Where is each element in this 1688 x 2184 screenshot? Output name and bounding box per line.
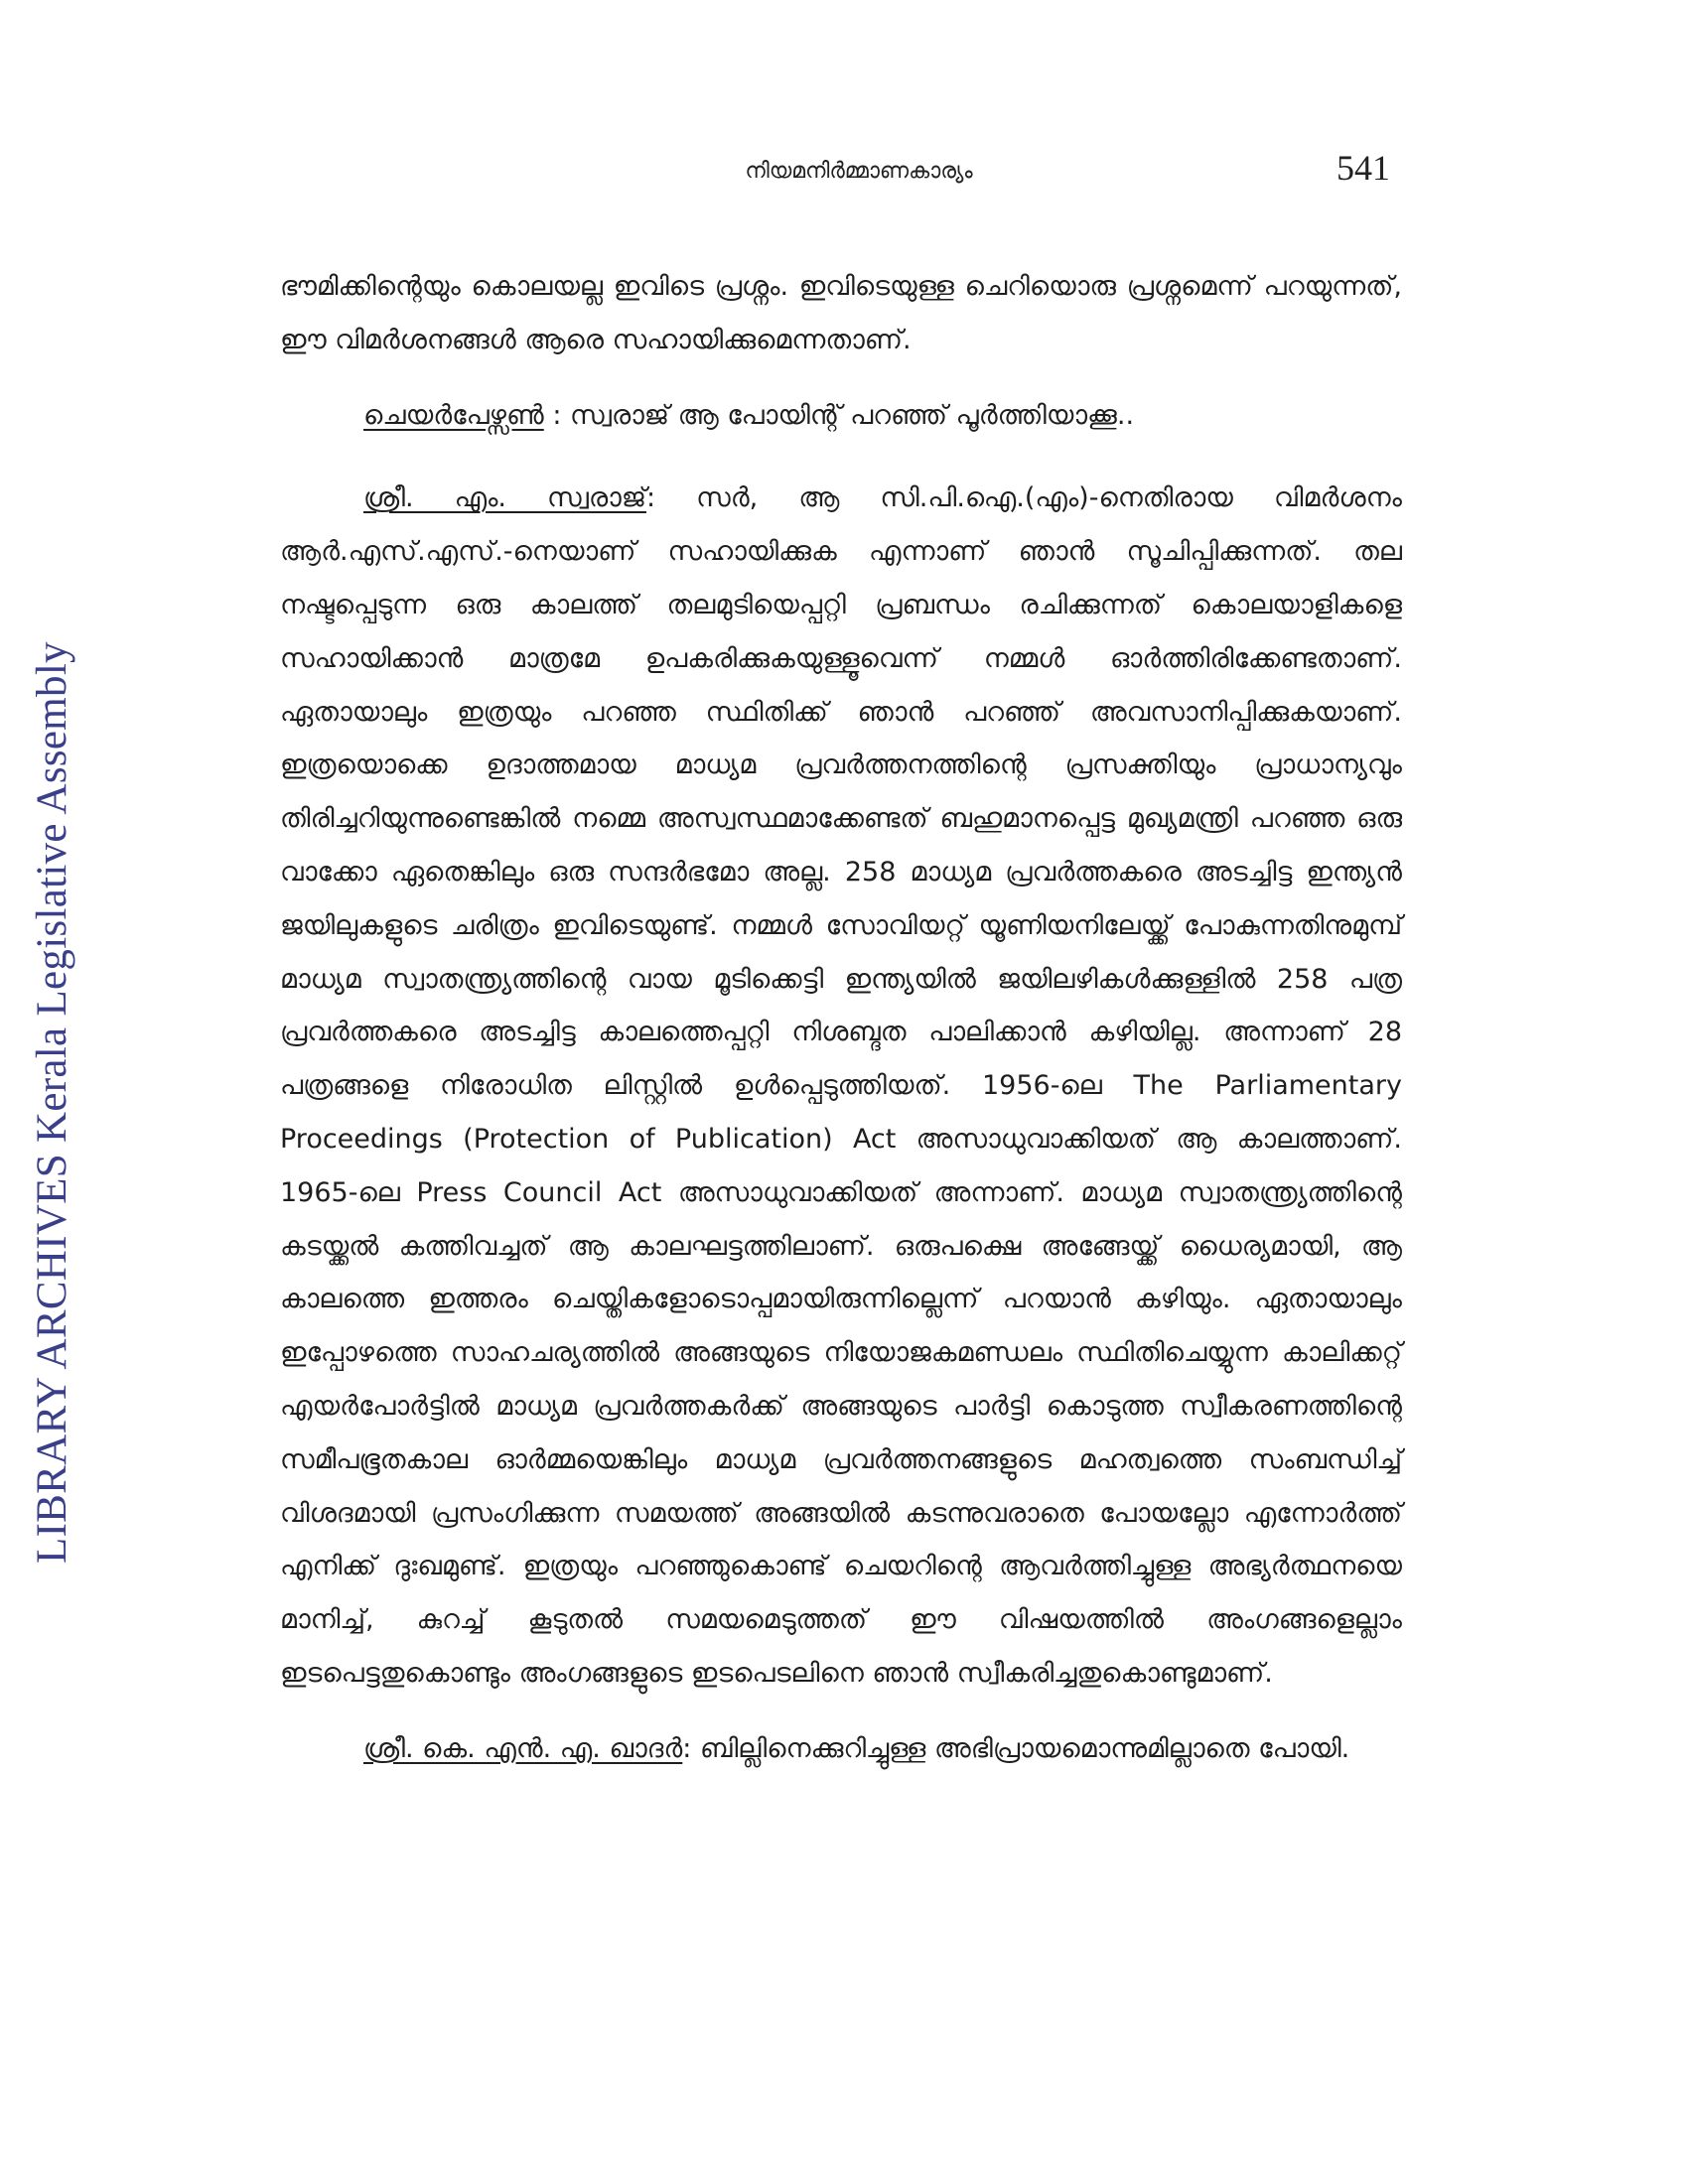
speaker-name: ശ്രീ. എം. സ്വരാജ് [363,482,646,514]
running-header-title: നിയമനിർമ്മാണകാര്യം [745,159,973,184]
paragraph-swaraj [280,472,1402,1700]
speaker-name: ചെയർപേഴ്സൺ [363,399,544,431]
paragraph-text: : സ്വരാജ് ആ പോയിന്റ് പറഞ്ഞ് പൂർത്തിയാക്കൂ.. [543,399,1135,431]
page-number: 541 [1336,148,1390,188]
archive-watermark: LIBRARY ARCHIVES Kerala Legislative Assembly [29,641,75,1564]
paragraph-khader [280,1722,1402,1776]
paragraph-continuation [280,260,1402,367]
paragraph-text: : ബില്ലിനെക്കുറിച്ചുള്ള അഭിപ്രായമൊന്നുമില്ലാതെ പോയി. [682,1732,1350,1764]
paragraph-chairperson [280,389,1402,443]
paragraph-text: ഭൗമിക്കിന്റെയും കൊലയല്ല ഇവിടെ പ്രശ്നം. ഇവിടെയുള്ള ചെറിയൊരു പ്രശ്നമെന്ന് പറയുന്നത്, ഈ വിമർശനങ്ങൾ ആരെ സഹായിക്കുമെന്നതാണ്. [280,271,1402,355]
paragraph-text: : സർ, ആ സി.പി.ഐ.(എം)-നെതിരായ വിമർശനം ആർ.എസ്.എസ്.-നെയാണ് സഹായിക്കുക എന്നാണ് ഞാൻ സൂചിപ്പിക്കുന്നത്. തല നഷ്ടപ്പെടുന്ന ഒരു കാലത്ത് തലമുടിയെപ്പറ്റി പ്രബന്ധം രചിക്കുന്നത് കൊലയാളികളെ സഹായിക്കാൻ മാത്രമേ ഉപകരിക്കുകയുള്ളൂവെന്ന് നമ്മൾ ഓർത്തിരിക്കേണ്ടതാണ്. ഏതായാലും ഇത്രയും പറഞ്ഞ സ്ഥിതിക്ക് ഞാൻ പറഞ്ഞ് അവസാനിപ്പിക്കുകയാണ്. ഇത്രയൊക്കെ ഉദാത്തമായ മാധ്യമ പ്രവർത്തനത്തിന്റെ പ്രസക്തിയും പ്രാധാന്യവും തിരിച്ചറിയുന്നുണ്ടെങ്കിൽ നമ്മെ അസ്വസ്ഥമാക്കേണ്ടത് ബഹുമാനപ്പെട്ട മുഖ്യമന്ത്രി പറഞ്ഞ ഒരു വാക്കോ ഏതെങ്കിലും ഒരു സന്ദർഭമോ അല്ല. 258 മാധ്യമ പ്രവർത്തകരെ അടച്ചിട്ട ഇന്ത്യൻ ജയിലുകളുടെ ചരിത്രം ഇവിടെയുണ്ട്. നമ്മൾ സോവിയറ്റ് യൂണിയനിലേയ്ക്ക് പോകുന്നതിനുമുമ്പ് മാധ്യമ സ്വാതന്ത്ര്യത്തിന്റെ വായ മൂടിക്കെട്ടി ഇന്ത്യയിൽ ജയിലഴികൾക്കുള്ളിൽ 258 പത്ര പ്രവർത്തകരെ അടച്ചിട്ട കാലത്തെപ്പറ്റി നിശബ്ദത പാലിക്കാൻ കഴിയില്ല. അന്നാണ് 28 പത്രങ്ങളെ നിരോധിത ലിസ്റ്റിൽ ഉൾപ്പെടുത്തിയത്. 1956-ലെ The Parliamentary Proceedings (Protection of Publication) Act അസാധുവാക്കിയത് ആ കാലത്താണ്. 1965-ലെ Press Council Act അസാധുവാക്കിയത് അന്നാണ്. മാധ്യമ സ്വാതന്ത്ര്യത്തിന്റെ കടയ്ക്കൽ കത്തിവച്ചത് ആ കാലഘട്ടത്തിലാണ്. ഒരുപക്ഷെ അങ്ങേയ്ക്ക് ധൈര്യമായി, ആ കാലത്തെ ഇത്തരം ചെയ്തികളോടൊപ്പമായിരുന്നില്ലെന്ന് പറയാൻ കഴിയും. ഏതായാലും ഇപ്പോഴത്തെ സാഹചര്യത്തിൽ അങ്ങയുടെ നിയോജകമണ്ഡലം സ്ഥിതിചെയ്യുന്ന കാലിക്കറ്റ് എയർപോർട്ടിൽ മാധ്യമ പ്രവർത്തകർക്ക് അങ്ങയുടെ പാർട്ടി കൊടുത്ത സ്വീകരണത്തിന്റെ സമീപഭൂതകാല ഓർമ്മയെങ്കിലും മാധ്യമ പ്രവർത്തനങ്ങളുടെ മഹത്വത്തെ സംബന്ധിച്ച് വിശദമായി പ്രസംഗിക്കുന്ന സമയത്ത് അങ്ങയിൽ കടന്നുവരാതെ പോയല്ലോ എന്നോർത്ത് എനിക്ക് ദുഃഖമുണ്ട്. ഇത്രയും പറഞ്ഞുകൊണ്ട് ചെയറിന്റെ ആവർത്തിച്ചുള്ള അഭ്യർത്ഥനയെ മാനിച്ച്, കുറച്ച് കൂടുതൽ സമയമെടുത്തത് ഈ വിഷയത്തിൽ അംഗങ്ങളെല്ലാം ഇടപെട്ടതുകൊണ്ടും അംഗങ്ങളുടെ ഇടപെടലിനെ ഞാൻ സ്വീകരിച്ചതുകൊണ്ടുമാണ്. [280,482,1402,1689]
document-body [280,260,1402,1776]
speaker-name: ശ്രീ. കെ. എൻ. എ. ഖാദർ [363,1732,683,1764]
